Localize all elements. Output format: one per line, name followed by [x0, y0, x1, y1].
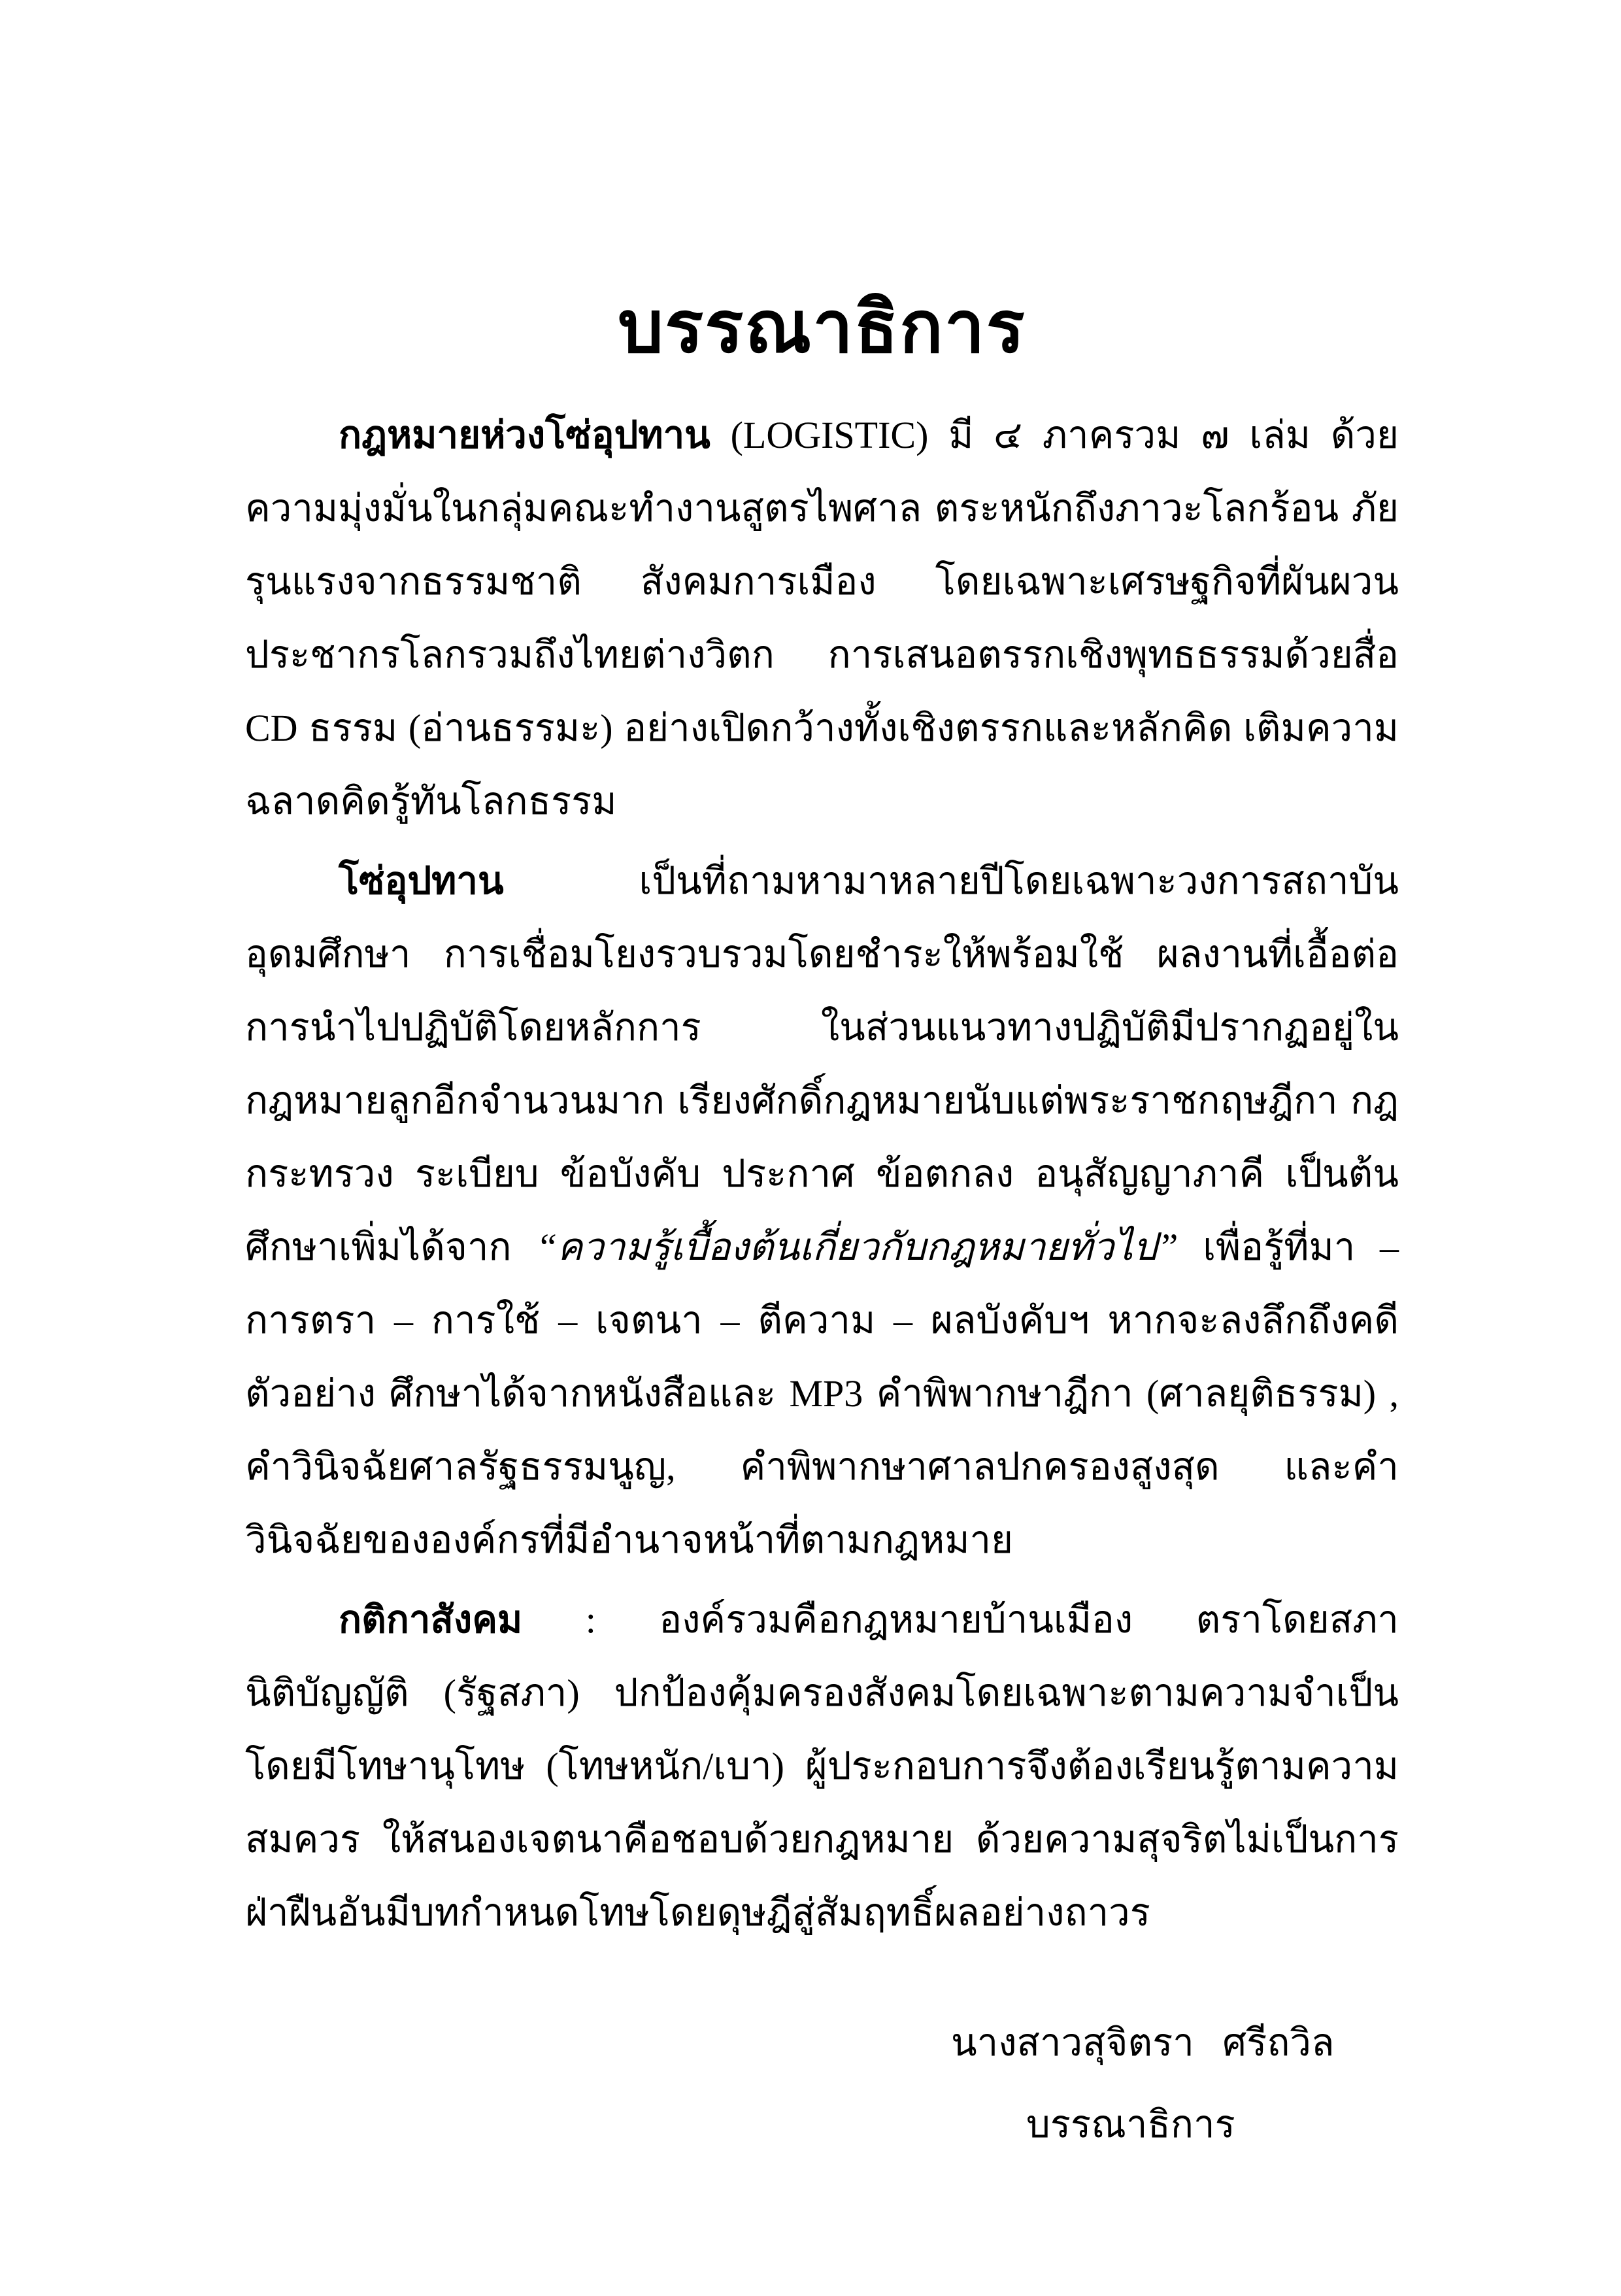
paragraph-supply-chain — [245, 845, 1399, 1577]
paragraph-text: เป็นที่ถามหามาหลายปีโดยเฉพาะวงการสถาบันอุดมศึกษา การเชื่อมโยงรวบรวมโดยชำระให้พร้อมใช้ ผลงานที่เอื้อต่อการนำไปปฏิบัติโดยหลักการ ในส่วนแนวทางปฏิบัติมีปรากฏอยู่ในกฎหมายลูกอีกจำนวนมาก เรียงศักดิ์กฎหมายนับแต่พระราชกฤษฎีกา กฎกระทรวง ระเบียบ ข้อบังคับ ประกาศ ข้อตกลง อนุสัญญาภาคี เป็นต้น ศึกษาเพิ่มได้จาก — [245, 860, 1399, 1268]
page-title: บรรณาธิการ — [618, 285, 1026, 369]
signature-role: บรรณาธิการ — [1026, 2103, 1235, 2146]
signature-name: นางสาวสุจิตรา ศรีถวิล — [951, 2021, 1335, 2064]
book-reference: “ความรู้เบื้องต้นเกี่ยวกับกฎหมายทั่วไป” — [536, 1226, 1178, 1268]
paragraph-lead: โซ่อุปทาน — [339, 860, 504, 902]
paragraph-logistics-law — [245, 399, 1399, 838]
paragraph-lead: กติกาสังคม — [339, 1598, 523, 1641]
paragraph-text: (LOGISTIC) มี ๔ ภาครวม ๗ เล่ม ด้วยความมุ่งมั่นในกลุ่มคณะทำงานสูตรไพศาล ตระหนักถึงภาวะโลกร้อน ภัยรุนแรงจากธรรมชาติ สังคมการเมือง โดยเฉพาะเศรษฐกิจที่ผันผวน ประชากรโลกรวมถึงไทยต่างวิตก การเสนอตรรกเชิงพุทธธรรมด้วยสื่อ CD ธรรม (อ่านธรรมะ) อย่างเปิดกว้างทั้งเชิงตรรกและหลักคิด เติมความฉลาดคิดรู้ทันโลกธรรม — [245, 414, 1399, 822]
signature-block — [245, 2002, 1399, 2165]
paragraph-text: : องค์รวมคือกฎหมายบ้านเมือง ตราโดยสภานิติบัญญัติ (รัฐสภา) ปกป้องคุ้มครองสังคมโดยเฉพาะตามความจำเป็นโดยมีโทษานุโทษ (โทษหนัก/เบา) ผู้ประกอบการจึงต้องเรียนรู้ตามความสมควร ให้สนองเจตนาคือชอบด้วยกฎหมาย ด้วยความสุจริตไม่เป็นการฝ่าฝืนอันมีบทกำหนดโทษโดยดุษฎีสู่สัมฤทธิ์ผลอย่างถาวร — [245, 1598, 1399, 1934]
paragraph-lead: กฎหมายห่วงโซ่อุปทาน — [339, 414, 710, 456]
paragraph-social-rules — [245, 1583, 1399, 1950]
paragraph-text-continued: เพื่อรู้ที่มา – การตรา – การใช้ – เจตนา – ตีความ – ผลบังคับฯ หากจะลงลึกถึงคดีตัวอย่าง ศึกษาได้จากหนังสือและ MP3 คำพิพากษาฎีกา (ศาลยุติธรรม) , คำวินิจฉัยศาลรัฐธรรมนูญ, คำพิพากษาศาลปกครองสูงสุด และคำวินิจฉัยขององค์กรที่มีอำนาจหน้าที่ตามกฎหมาย — [245, 1226, 1399, 1561]
